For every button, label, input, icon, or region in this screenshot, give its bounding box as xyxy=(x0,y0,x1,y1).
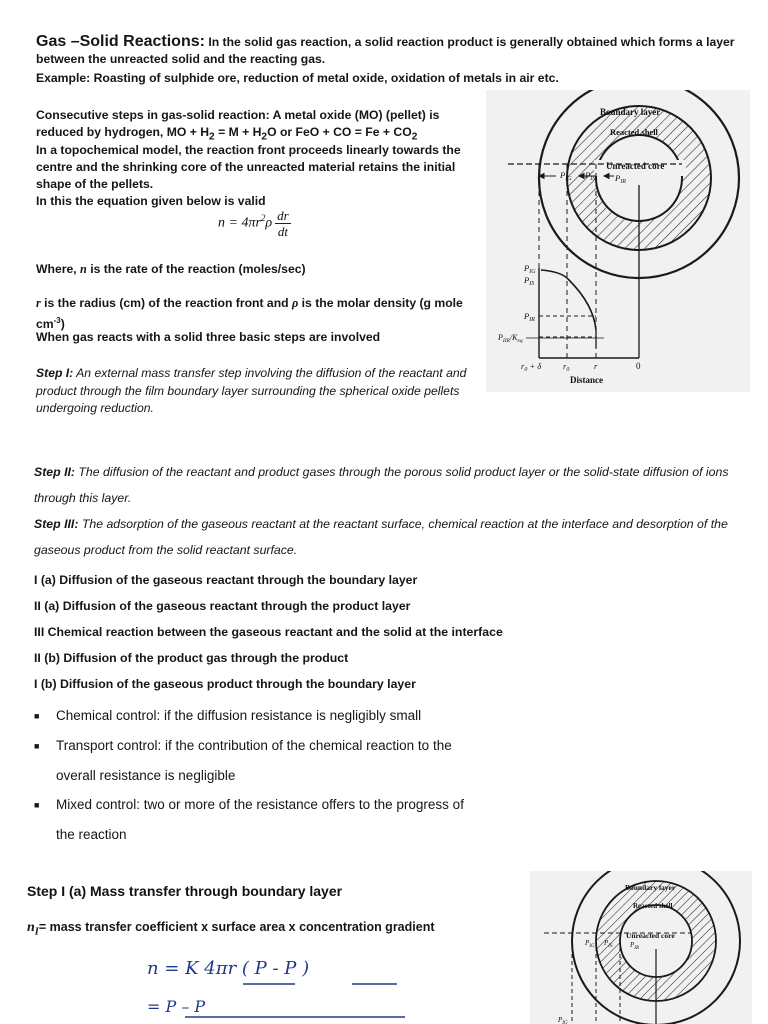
formula-sub: I xyxy=(34,926,39,938)
radius-sup: -3 xyxy=(53,316,61,325)
label-unreacted-core: Unreacted core xyxy=(606,161,665,171)
label-p-ir: $P_{IR}$ xyxy=(630,941,640,951)
label-p-is-axis: $P_{IS}$ xyxy=(524,275,535,287)
subscript: 2 xyxy=(209,131,215,143)
section-heading: Step I (a) Mass transfer through boundary layer xyxy=(27,883,343,899)
tick-r0-plus-delta: $r_0 + \delta$ xyxy=(521,361,542,373)
shrinking-core-diagram xyxy=(486,90,750,392)
step-2 xyxy=(34,459,754,511)
label-p-eq-axis: $P_{IIR}/K_{eq}$ xyxy=(498,333,523,344)
bullet-square-icon: ■ xyxy=(34,799,40,810)
sub-steps-list xyxy=(34,567,503,697)
step-1 xyxy=(36,365,486,418)
eq-sup: 2 xyxy=(260,213,266,224)
eq-num: dr xyxy=(277,208,289,223)
list-item: II (a) Diffusion of the gaseous reactant through the product layer xyxy=(34,599,411,613)
tick-r0: $r_0$ xyxy=(563,361,570,373)
list-item: I (b) Diffusion of the gaseous product through the boundary layer xyxy=(34,677,416,691)
bullet-text: Transport control: if the contribution of the chemical reaction to the xyxy=(56,737,452,753)
list-item: III Chemical reaction between the gaseous reactant and the solid at the interface xyxy=(34,625,503,639)
label-p-ig-axis: $P_{IG}$ xyxy=(558,1016,568,1024)
step-3-text: The adsorption of the gaseous reactant at the reactant surface, chemical reaction at the interface and desorption of the gaseous product from the solid reactant surface. xyxy=(34,517,728,557)
subscript: 2 xyxy=(411,131,418,143)
shrinking-core-diagram-repeat xyxy=(530,871,752,1024)
example-line: Example: Roasting of sulphide ore, reduction of metal oxide, oxidation of metals in air etc. xyxy=(36,71,559,85)
tick-zero: 0 xyxy=(636,361,641,371)
radius-a: is the radius (cm) of the reaction front and xyxy=(40,296,292,310)
label-p-is: $P_{IS}$ xyxy=(604,939,613,949)
consecutive-paragraph xyxy=(36,107,476,145)
where-b: is the rate of the reaction (moles/sec) xyxy=(86,262,306,276)
list-item: I (a) Diffusion of the gaseous reactant through the boundary layer xyxy=(34,573,418,587)
hand-line-2: = P – P xyxy=(147,997,206,1016)
consecutive-heading: Consecutive steps in gas-solid reaction: xyxy=(36,108,270,122)
step-3 xyxy=(34,511,754,563)
consecutive-text: A metal oxide (MO) (pellet) is reduced by hydrogen, MO + H xyxy=(36,108,440,139)
mass-transfer-formula xyxy=(27,919,507,941)
radius-c: ) xyxy=(60,317,65,332)
label-unreacted-core: Unreacted core xyxy=(626,931,675,940)
label-p-ig: $P_{IG}$ xyxy=(560,170,572,182)
intro-text: In the solid gas reaction, a solid reaction product is generally obtained which forms a layer between the unreacted solid and the reacting gas. xyxy=(36,35,735,66)
handwritten-equation xyxy=(135,940,435,1024)
step-1-label: Step I: xyxy=(36,366,74,380)
label-p-ig-axis: $P_{IG}$ xyxy=(524,263,536,275)
radius-b: is the molar density (g mole cm xyxy=(36,296,463,332)
hand-line-1: n = K 4πr ( P - P ) xyxy=(147,958,310,979)
bullet-text: Mixed control: two or more of the resistance offers to the progress of xyxy=(56,796,464,812)
label-p-ir-axis: $P_{IR}$ xyxy=(524,311,535,323)
list-item xyxy=(34,731,534,761)
where-line xyxy=(36,261,476,278)
label-boundary-layer: Boundary layer xyxy=(625,883,676,892)
radius-line xyxy=(36,295,476,333)
label-boundary-layer: Boundary layer xyxy=(600,107,661,117)
tick-r: r xyxy=(594,361,598,371)
bullet-continuation: overall resistance is negligible xyxy=(56,767,236,783)
eq-lhs: n = 4πr xyxy=(218,215,261,231)
label-p-ig: $P_{IG}$ xyxy=(585,939,595,949)
where-n: n xyxy=(80,262,87,276)
step-2-text: The diffusion of the reactant and product gases through the porous solid product layer or the solid-state diffusion of ions through this layer. xyxy=(34,465,729,505)
eq-rho: ρ xyxy=(265,215,273,231)
where-a: Where, xyxy=(36,262,81,276)
label-p-is: $P_{IS}$ xyxy=(585,170,596,182)
x-axis-title: Distance xyxy=(570,375,603,385)
step-2-label: Step II: xyxy=(34,465,75,479)
bullet-square-icon: ■ xyxy=(34,710,40,721)
three-steps-line: When gas reacts with a solid three basic steps are involved xyxy=(36,330,381,344)
list-item xyxy=(34,701,534,731)
eq-fraction xyxy=(275,208,291,239)
formula-n: n xyxy=(27,920,35,935)
bullet-text: Chemical control: if the diffusion resistance is negligibly small xyxy=(56,708,422,723)
label-p-ir-top: $P_{IR}$ xyxy=(615,173,626,185)
label-reacted-shell: Reacted shell xyxy=(610,127,658,137)
page-title: Gas –Solid Reactions: xyxy=(36,33,205,50)
control-bullet-list xyxy=(34,701,534,849)
consecutive-text-b: = M + H xyxy=(214,125,262,139)
label-reacted-shell: Reacted shell xyxy=(633,902,673,910)
intro-paragraph xyxy=(36,33,751,68)
step-3-label: Step III: xyxy=(34,517,79,531)
consecutive-text-c: O or FeO + CO = Fe + CO xyxy=(267,125,412,139)
bullet-continuation: the reaction xyxy=(56,826,127,842)
radius-rho: ρ xyxy=(291,296,299,310)
step-1-text: An external mass transfer step involving the diffusion of the reactant and product through the film boundary layer surrounding the spherical oxide pellets undergoing reduction. xyxy=(36,366,467,415)
list-item xyxy=(34,790,534,820)
radius-r: r xyxy=(36,296,41,310)
list-item: II (b) Diffusion of the product gas through the product xyxy=(34,651,349,665)
eq-den: dt xyxy=(277,224,288,239)
bullet-square-icon: ■ xyxy=(34,740,40,751)
valid-line: In this the equation given below is valid xyxy=(36,194,266,208)
rate-equation xyxy=(218,208,291,239)
topochemical-paragraph: In a topochemical model, the reaction front proceeds linearly towards the centre and the shrinking core of the unreacted material retains the initial shape of the pellets. xyxy=(36,143,461,191)
formula-text: = mass transfer coefficient x surface area x concentration gradient xyxy=(38,920,435,934)
subscript: 2 xyxy=(261,131,268,143)
